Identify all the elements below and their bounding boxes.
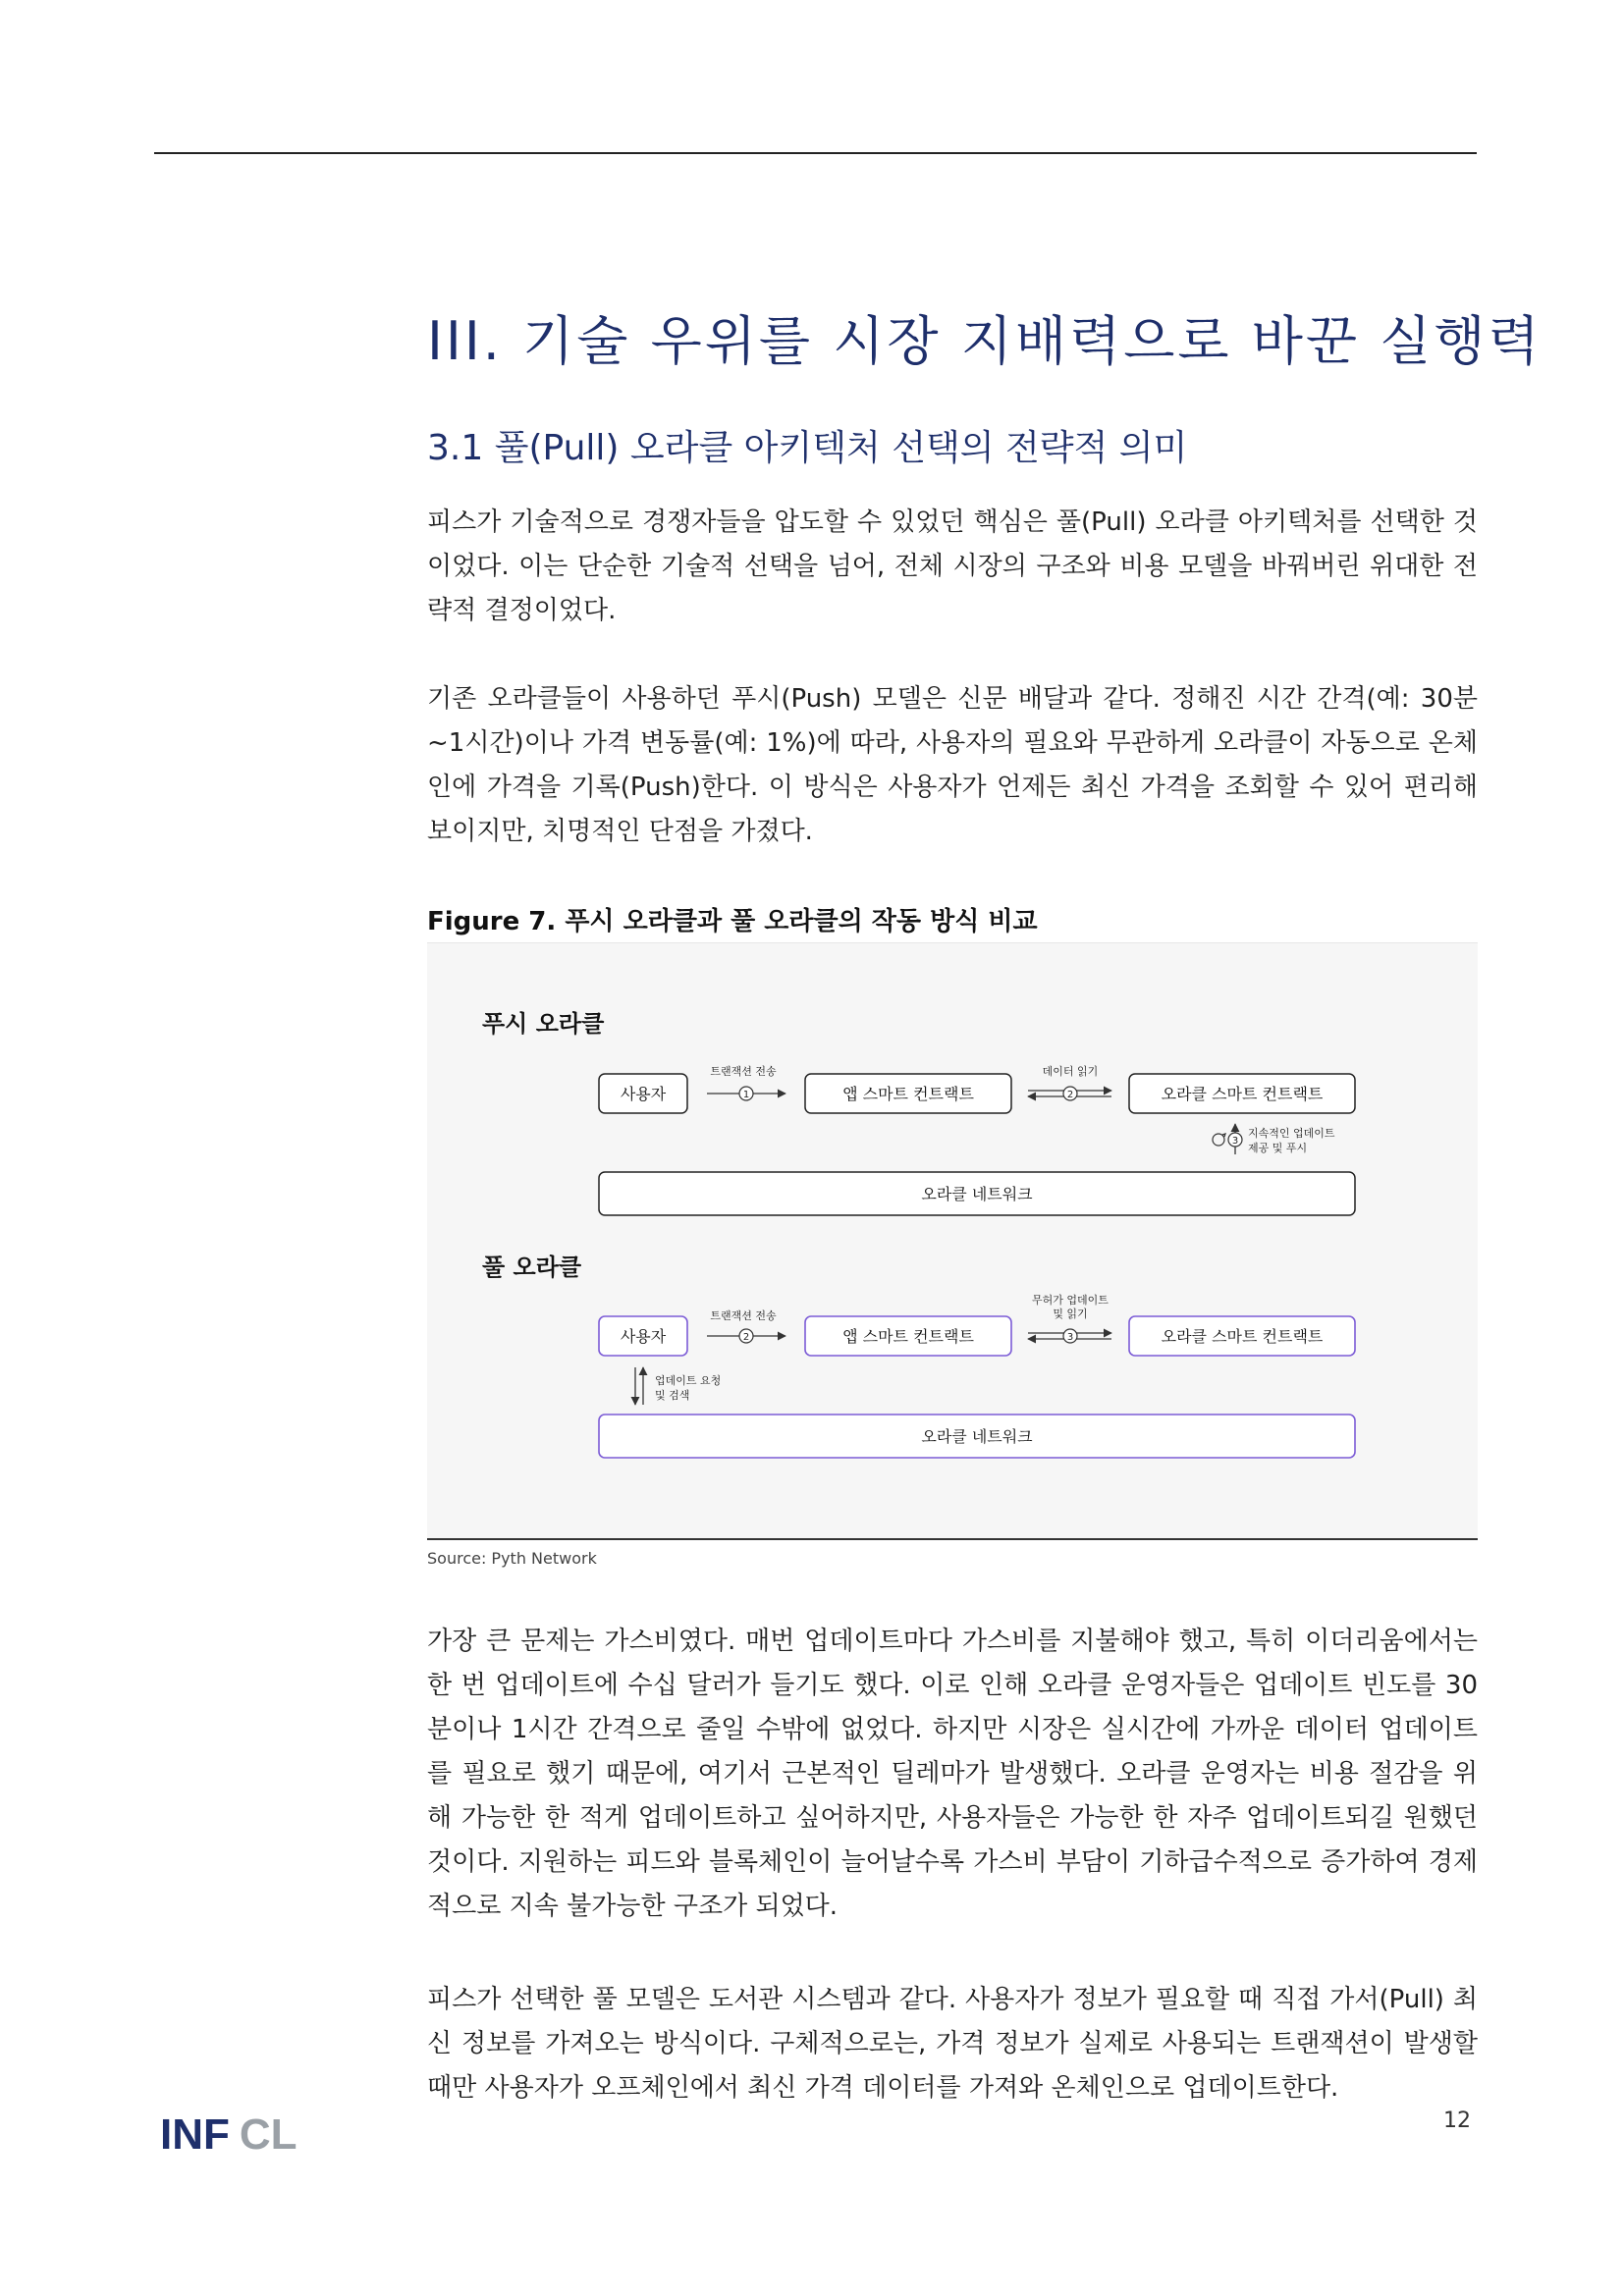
header-rule — [154, 152, 1477, 154]
push-oracle-title: 푸시 오라클 — [482, 1010, 605, 1038]
pull-step2-num: 2 — [742, 1332, 750, 1343]
pull-user-box — [599, 1316, 687, 1356]
page-number: 12 — [1443, 2109, 1471, 2133]
footer-logo — [160, 2110, 298, 2160]
refresh-icon — [1213, 1134, 1225, 1146]
push-step3-indicator — [1213, 1124, 1335, 1154]
push-app-label: 앱 스마트 컨트랙트 — [842, 1085, 974, 1103]
paragraph-1: 피스가 기술적으로 경쟁자들을 압도할 수 있었던 핵심은 풀(Pull) 오라클 아키텍처를 선택한 것이었다. 이는 단순한 기술적 선택을 넘어, 전체 시장의 구조와 비용 모델을 바꿔버린 위대한 전략적 결정이었다. — [427, 507, 1478, 625]
paragraph-2: 기존 오라클들이 사용하던 푸시(Push) 모델은 신문 배달과 같다. 정해진 시간 간격(예: 30분~1시간)이나 가격 변동률(예: 1%)에 따라, 사용자의 필요와 무관하게 오라클이 자동으로 온체인에 가격을 기록(Push)한다. 이 방식은 사용자가 언제든 최신 가격을 조회할 수 있어 편리해 보이지만, 치명적인 단점을 가졌다. — [427, 684, 1478, 846]
oracle-comparison-diagram — [427, 943, 1478, 1538]
logo-text-cl: CL — [239, 2110, 298, 2159]
push-app-box — [805, 1074, 1011, 1113]
pull-app-box — [805, 1316, 1011, 1356]
push-step1-num: 1 — [742, 1090, 750, 1100]
push-step3-label-line2: 제공 및 푸시 — [1248, 1142, 1308, 1154]
pull-app-label: 앱 스마트 컨트랙트 — [842, 1327, 974, 1346]
pull-step3-arrow — [1028, 1293, 1111, 1343]
push-oracle-contract-box — [1129, 1074, 1355, 1113]
section-title: 3.1 풀(Pull) 오라클 아키텍처 선택의 전략적 의미 — [427, 428, 1188, 468]
pull-oracle-title: 풀 오라클 — [482, 1254, 582, 1281]
push-step2-arrow — [1028, 1064, 1111, 1100]
push-network-label: 오라클 네트워크 — [921, 1185, 1033, 1203]
push-step2-label: 데이터 읽기 — [1042, 1065, 1099, 1078]
pull-oracle-network-box — [599, 1415, 1355, 1458]
pull-step3-label-line1: 무허가 업데이트 — [1032, 1294, 1109, 1307]
pull-network-label: 오라클 네트워크 — [921, 1427, 1033, 1446]
push-oracle-network-box — [599, 1172, 1355, 1215]
pull-step2-arrow — [707, 1308, 785, 1343]
push-step2-num: 2 — [1066, 1090, 1074, 1100]
push-step3-num: 3 — [1231, 1136, 1239, 1147]
push-step3-label-line1: 지속적인 업데이트 — [1248, 1127, 1335, 1140]
figure-diagram — [427, 942, 1478, 1540]
pull-step1-label-line2: 및 검색 — [655, 1389, 690, 1402]
pull-step1-label-line1: 업데이트 요청 — [655, 1374, 722, 1387]
chapter-title: III. 기술 우위를 시장 지배력으로 바꾼 실행력 — [427, 310, 1543, 372]
pull-oracle-contract-box — [1129, 1316, 1355, 1356]
paragraph-3: 가장 큰 문제는 가스비였다. 매번 업데이트마다 가스비를 지불해야 했고, 특히 이더리움에서는 한 번 업데이트에 수십 달러가 들기도 했다. 이로 인해 오라클 운영자들은 업데이트 빈도를 30분이나 1시간 간격으로 줄일 수밖에 없었다. 하지만 시장은 실시간에 가까운 데이터 업데이트를 필요로 했기 때문에, 여기서 근본적인 딜레마가 발생했다. 오라클 운영자는 비용 절감을 위해 가능한 한 적게 업데이트하고 싶어하지만, 사용자들은 가능한 한 자주 업데이트되길 원했던 것이다. 지원하는 피드와 블록체인이 늘어날수록 가스비 부담이 기하급수적으로 증가하여 경제적으로 지속 불가능한 구조가 되었다. — [427, 1627, 1478, 1921]
logo-text-inf: INF — [160, 2110, 230, 2159]
push-step1-arrow — [707, 1064, 785, 1100]
push-step1-label: 트랜잭션 전송 — [710, 1065, 777, 1078]
pull-step1-indicator — [635, 1367, 721, 1405]
pull-oracle-contract-label: 오라클 스마트 컨트랙트 — [1161, 1327, 1324, 1346]
paragraph-4: 피스가 선택한 풀 모델은 도서관 시스템과 같다. 사용자가 정보가 필요할 때 직접 가서(Pull) 최신 정보를 가져오는 방식이다. 구체적으로는, 가격 정보가 실제로 사용되는 트랜잭션이 발생할 때만 사용자가 오프체인에서 최신 가격 데이터를 가져와 온체인으로 업데이트한다. — [427, 1985, 1478, 2103]
figure-source: Source: Pyth Network — [427, 1549, 597, 1568]
figure-caption: Figure 7. 푸시 오라클과 풀 오라클의 작동 방식 비교 — [427, 907, 1038, 936]
pull-step3-num: 3 — [1066, 1332, 1074, 1343]
pull-step3-label-line2: 및 읽기 — [1053, 1308, 1088, 1320]
push-user-box — [599, 1074, 687, 1113]
pull-step2-label: 트랜잭션 전송 — [710, 1309, 777, 1322]
push-user-label: 사용자 — [620, 1085, 667, 1103]
pull-user-label: 사용자 — [620, 1327, 667, 1346]
push-oracle-contract-label: 오라클 스마트 컨트랙트 — [1161, 1085, 1324, 1103]
